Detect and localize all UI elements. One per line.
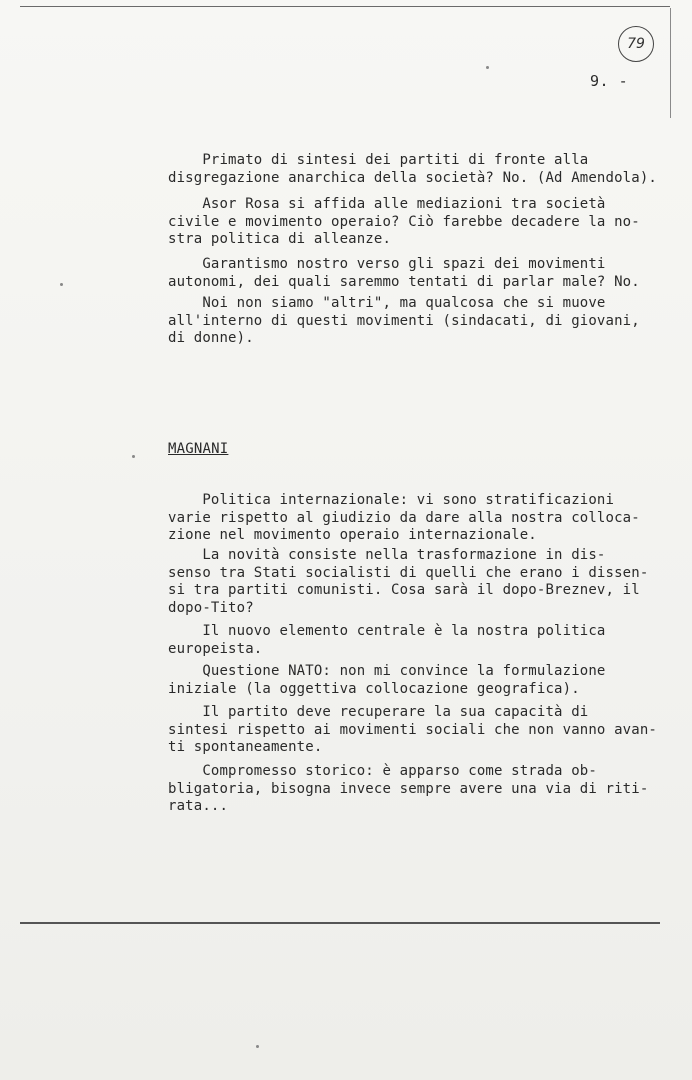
right-edge-rule [670, 8, 671, 118]
paper-speck [132, 455, 135, 458]
paragraph-garantismo: Garantismo nostro verso gli spazi dei movimenti autonomi, dei quali saremmo tentati di parlar male? No. [168, 256, 640, 290]
paper-speck [486, 66, 489, 69]
paragraph-primato: Primato di sintesi dei partiti di fronte alla disgregazione anarchica della società? No. (Ad Amendola). [168, 152, 657, 186]
paragraph-partito: Il partito deve recuperare la sua capacità di sintesi rispetto ai movimenti sociali che non vanno avan- ti spontaneamente. [168, 704, 657, 755]
paragraph-compromesso: Compromesso storico: è apparso come strada ob- bligatoria, bisogna invece sempre avere una via di riti- rata... [168, 763, 649, 814]
paragraph-noi-non-siamo: Noi non siamo "altri", ma qualcosa che si muove all'interno di questi movimenti (sindacati, di giovani, di donne). [168, 295, 640, 346]
archive-stamp: 79 [618, 26, 654, 62]
paper-speck [256, 1045, 259, 1048]
paragraph-asor-rosa: Asor Rosa si affida alle mediazioni tra società civile e movimento operaio? Ciò farebbe decadere la no- stra politica di alleanze. [168, 196, 640, 247]
bottom-rule [20, 922, 660, 924]
paragraph-novita: La novità consiste nella trasformazione in dis- senso tra Stati socialisti di quelli che erano i dissen- si tra partiti comunisti. Cosa sarà il dopo-Breznev, il dopo-Tito? [168, 547, 649, 616]
paragraph-nuovo-elemento: Il nuovo elemento centrale è la nostra politica europeista. [168, 623, 606, 657]
speaker-heading: MAGNANI [168, 441, 229, 457]
paragraph-nato: Questione NATO: non mi convince la formulazione iniziale (la oggettiva collocazione geografica). [168, 663, 606, 697]
top-rule [20, 6, 670, 7]
paragraph-politica-internazionale: Politica internazionale: vi sono stratificazioni varie rispetto al giudizio da dare alla nostra colloca- zione nel movimento operaio internazionale. [168, 492, 640, 543]
page-number: 9. - [590, 72, 629, 90]
paper-speck [60, 283, 63, 286]
